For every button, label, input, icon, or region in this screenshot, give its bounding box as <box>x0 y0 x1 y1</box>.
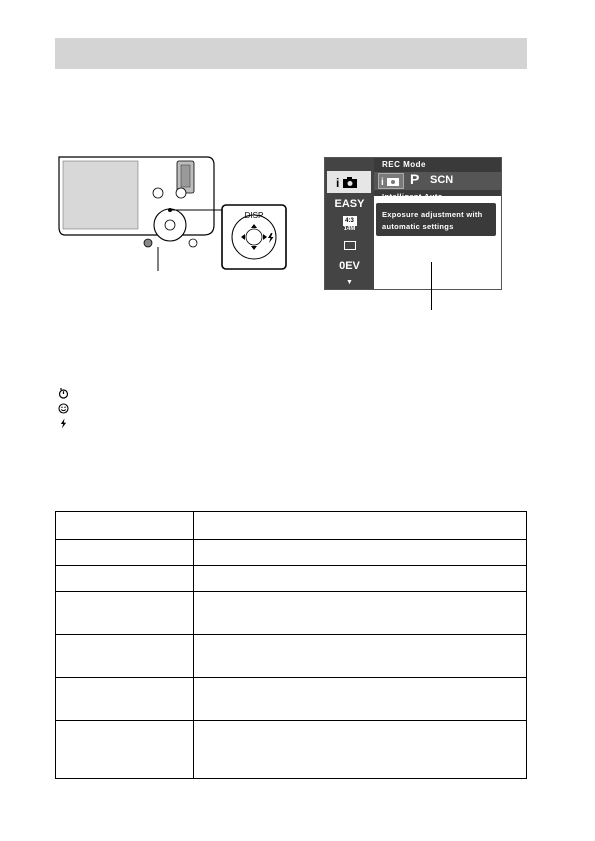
intelligent-auto-small-icon <box>379 174 403 188</box>
table-cell <box>194 678 527 721</box>
mode-description-box <box>374 201 498 238</box>
svg-text:i: i <box>336 176 340 189</box>
sidebar-exposure[interactable]: 0EV <box>339 260 360 272</box>
menu-callout-line <box>431 262 432 310</box>
settings-table <box>55 511 527 779</box>
table-cell <box>194 566 527 592</box>
table-cell <box>56 678 194 721</box>
rec-mode-menu <box>324 157 502 290</box>
mode-option-program[interactable]: P <box>410 171 420 187</box>
self-timer-icon <box>58 388 69 399</box>
table-cell <box>56 635 194 678</box>
table-cell <box>56 540 194 566</box>
table-cell <box>56 721 194 779</box>
flash-icon <box>58 418 69 429</box>
table-row <box>56 512 527 540</box>
smile-icon <box>58 403 69 414</box>
table-row <box>56 678 527 721</box>
intelligent-auto-icon <box>335 175 363 189</box>
table-cell <box>194 592 527 635</box>
image-size-label: 14M <box>343 226 356 232</box>
scroll-down-icon[interactable]: ▼ <box>346 279 353 286</box>
table-row <box>56 592 527 635</box>
mode-description <box>382 209 483 233</box>
table-row <box>56 721 527 779</box>
mode-option-scene[interactable]: SCN <box>430 174 454 186</box>
single-frame-icon <box>344 241 356 250</box>
table-cell <box>56 566 194 592</box>
menu-header <box>374 158 502 201</box>
aspect-ratio-label: 4:3 <box>343 216 357 226</box>
table-cell <box>194 512 527 540</box>
selected-mode-label: Intelligent Auto <box>382 192 443 201</box>
menu-title: REC Mode <box>382 160 426 169</box>
table-cell <box>56 512 194 540</box>
table-cell <box>194 635 527 678</box>
table-cell <box>194 540 527 566</box>
description-line-1: Exposure adjustment with <box>382 210 483 219</box>
section-header-bar <box>55 38 527 69</box>
sidebar-easy[interactable]: EASY <box>334 198 365 210</box>
description-line-2: automatic settings <box>382 222 454 231</box>
camera-back-illustration <box>57 155 290 275</box>
table-cell <box>194 721 527 779</box>
sidebar-image-size[interactable] <box>325 216 374 233</box>
sidebar-single-shot[interactable] <box>325 241 374 250</box>
table-row <box>56 566 527 592</box>
table-cell <box>56 592 194 635</box>
mode-option-intelligent-auto[interactable] <box>378 173 404 189</box>
svg-text:i: i <box>381 177 384 188</box>
table-row <box>56 635 527 678</box>
table-row <box>56 540 527 566</box>
disp-label: DISP <box>244 211 264 220</box>
menu-sidebar <box>325 158 374 289</box>
